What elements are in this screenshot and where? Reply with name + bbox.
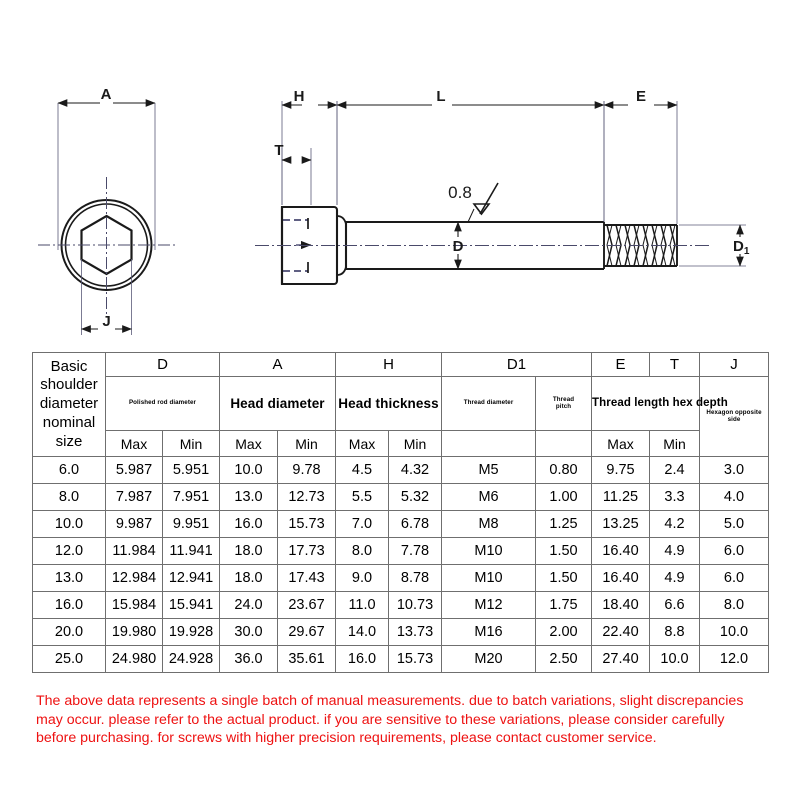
- table-cell: 12.941: [163, 565, 220, 592]
- table-cell: 8.78: [389, 565, 442, 592]
- table-cell: 7.78: [389, 538, 442, 565]
- dim-label-L: L: [436, 88, 446, 105]
- table-cell: 13.0: [220, 484, 278, 511]
- table-cell: 10.0: [220, 457, 278, 484]
- disclaimer-text: The above data represents a single batch of manual measurements. due to batch variations, slight discrepancies may occur. please refer to the actual product. if you are sensitive to these variations, please consider carefully before purchasing. for screws with higher precision requirements, please contact customer service.: [36, 693, 744, 747]
- table-cell: 36.0: [220, 646, 278, 673]
- header-basic-shoulder-diameter: [33, 353, 106, 457]
- table-cell: 13.73: [389, 619, 442, 646]
- table-cell: 19.928: [163, 619, 220, 646]
- specification-table-container: [32, 352, 768, 673]
- desc-hex-line-1: Hexagon opposite: [706, 408, 762, 416]
- table-cell: 7.987: [106, 484, 163, 511]
- table-cell: 4.9: [650, 565, 700, 592]
- table-cell: M16: [442, 619, 536, 646]
- table-cell: 4.9: [650, 538, 700, 565]
- table-cell: 5.0: [700, 511, 769, 538]
- table-cell: 23.67: [278, 592, 336, 619]
- subheader-h-min: Min: [389, 431, 442, 457]
- table-cell: 15.73: [389, 646, 442, 673]
- table-cell: 6.6: [650, 592, 700, 619]
- dim-label-A-top: A: [100, 86, 112, 103]
- table-cell: 16.40: [592, 565, 650, 592]
- table-cell: 10.73: [389, 592, 442, 619]
- table-row: [33, 511, 769, 538]
- dim-label-E: E: [635, 88, 647, 105]
- table-cell: 4.0: [700, 484, 769, 511]
- table-cell: 6.78: [389, 511, 442, 538]
- table-row: [33, 457, 769, 484]
- group-header-J: J: [700, 353, 769, 377]
- table-minmax-row: [33, 431, 769, 457]
- group-header-T: T: [650, 353, 700, 377]
- desc-hex-line-2: side: [727, 415, 741, 423]
- table-row: [33, 565, 769, 592]
- table-cell: 11.0: [336, 592, 389, 619]
- table-cell: 15.73: [278, 511, 336, 538]
- table-cell: 16.0: [33, 592, 106, 619]
- table-cell: 1.50: [536, 565, 592, 592]
- table-cell: 24.0: [220, 592, 278, 619]
- table-cell: 2.4: [650, 457, 700, 484]
- dim-label-D1: $D_1$: [733, 238, 750, 257]
- header-line-3: nominal size: [42, 413, 96, 450]
- table-cell: 1.75: [536, 592, 592, 619]
- table-cell: 29.67: [278, 619, 336, 646]
- subheader-h-max: Max: [336, 431, 389, 457]
- table-cell: 9.951: [163, 511, 220, 538]
- table-cell: 6.0: [700, 565, 769, 592]
- table-cell: 4.32: [389, 457, 442, 484]
- table-cell: 3.3: [650, 484, 700, 511]
- table-cell: 1.00: [536, 484, 592, 511]
- subheader-a-max: Max: [220, 431, 278, 457]
- table-cell: M10: [442, 565, 536, 592]
- dim-label-T: T: [274, 142, 284, 159]
- table-row: [33, 646, 769, 673]
- table-cell: 11.25: [592, 484, 650, 511]
- table-cell: 15.984: [106, 592, 163, 619]
- table-cell: 35.61: [278, 646, 336, 673]
- desc-thread-pitch-line-2: pitch: [555, 402, 572, 410]
- group-header-D: D: [106, 353, 220, 377]
- subheader-d-max: Max: [106, 431, 163, 457]
- table-cell: M12: [442, 592, 536, 619]
- table-cell: 16.0: [336, 646, 389, 673]
- table-cell: 25.0: [33, 646, 106, 673]
- table-cell: 24.928: [163, 646, 220, 673]
- table-cell: 12.984: [106, 565, 163, 592]
- subheader-thread-diameter-blank: [442, 431, 536, 457]
- desc-polished-rod-diameter: Polished rod diameter: [106, 377, 220, 431]
- table-cell: M8: [442, 511, 536, 538]
- table-cell: 5.951: [163, 457, 220, 484]
- surface-finish-icon: [474, 183, 498, 214]
- table-row: [33, 538, 769, 565]
- table-cell: M20: [442, 646, 536, 673]
- table-cell: 27.40: [592, 646, 650, 673]
- desc-thread-pitch-line-1: Thread: [552, 395, 575, 403]
- table-body: [33, 457, 769, 673]
- table-cell: 9.0: [336, 565, 389, 592]
- header-line-2: diameter: [39, 395, 99, 413]
- table-cell: 8.0: [336, 538, 389, 565]
- table-cell: 12.0: [33, 538, 106, 565]
- table-cell: 17.43: [278, 565, 336, 592]
- table-cell: 9.78: [278, 457, 336, 484]
- table-cell: 10.0: [650, 646, 700, 673]
- table-cell: 6.0: [700, 538, 769, 565]
- table-cell: 9.75: [592, 457, 650, 484]
- subheader-t-min: Min: [650, 431, 700, 457]
- group-header-D1: D1: [442, 353, 592, 377]
- table-cell: 17.73: [278, 538, 336, 565]
- table-cell: 2.00: [536, 619, 592, 646]
- table-cell: 11.941: [163, 538, 220, 565]
- table-cell: 4.5: [336, 457, 389, 484]
- table-cell: 18.0: [220, 538, 278, 565]
- desc-thread-length-hex-depth: Thread length hex depth: [592, 377, 700, 431]
- table-cell: M6: [442, 484, 536, 511]
- group-header-E: E: [592, 353, 650, 377]
- table-cell: 0.80: [536, 457, 592, 484]
- table-row: [33, 592, 769, 619]
- socket-head-top-view: [38, 86, 176, 335]
- table-cell: 11.984: [106, 538, 163, 565]
- table-cell: 7.951: [163, 484, 220, 511]
- table-cell: 13.0: [33, 565, 106, 592]
- subheader-thread-pitch-blank: [536, 431, 592, 457]
- dim-label-H: H: [293, 88, 305, 105]
- subheader-d-min: Min: [163, 431, 220, 457]
- table-group-header-row: [33, 353, 769, 377]
- table-cell: 18.40: [592, 592, 650, 619]
- table-cell: 14.0: [336, 619, 389, 646]
- table-description-row: [33, 377, 769, 431]
- dim-label-J: J: [102, 313, 111, 330]
- desc-hexagon-opposite-side: [700, 377, 769, 457]
- specification-table: [32, 352, 769, 673]
- table-cell: 4.2: [650, 511, 700, 538]
- surface-finish-value: 0.8: [448, 183, 472, 202]
- table-cell: 1.25: [536, 511, 592, 538]
- group-header-A: A: [220, 353, 336, 377]
- dim-label-D: D: [452, 238, 464, 255]
- table-cell: 3.0: [700, 457, 769, 484]
- table-cell: 12.73: [278, 484, 336, 511]
- table-row: [33, 484, 769, 511]
- table-cell: 8.8: [650, 619, 700, 646]
- desc-head-thickness: Head thickness: [336, 377, 442, 431]
- table-cell: 12.0: [700, 646, 769, 673]
- table-cell: 6.0: [33, 457, 106, 484]
- table-row: [33, 619, 769, 646]
- subheader-a-min: Min: [278, 431, 336, 457]
- header-line-1: Basic shoulder: [40, 357, 98, 394]
- shoulder-screw-side-view: [255, 88, 750, 284]
- table-cell: M10: [442, 538, 536, 565]
- table-cell: 8.0: [33, 484, 106, 511]
- table-cell: 10.0: [33, 511, 106, 538]
- table-cell: 30.0: [220, 619, 278, 646]
- table-cell: 18.0: [220, 565, 278, 592]
- desc-head-diameter: Head diameter: [220, 377, 336, 431]
- table-cell: 16.0: [220, 511, 278, 538]
- table-cell: 7.0: [336, 511, 389, 538]
- table-cell: 15.941: [163, 592, 220, 619]
- table-cell: 1.50: [536, 538, 592, 565]
- table-cell: 10.0: [700, 619, 769, 646]
- desc-thread-diameter: Thread diameter: [442, 377, 536, 431]
- table-cell: 16.40: [592, 538, 650, 565]
- technical-drawing: [0, 0, 800, 352]
- table-cell: 2.50: [536, 646, 592, 673]
- table-cell: 5.987: [106, 457, 163, 484]
- table-cell: 19.980: [106, 619, 163, 646]
- table-cell: 5.5: [336, 484, 389, 511]
- table-cell: 24.980: [106, 646, 163, 673]
- subheader-e-max: Max: [592, 431, 650, 457]
- table-cell: 20.0: [33, 619, 106, 646]
- table-cell: 13.25: [592, 511, 650, 538]
- table-cell: 5.32: [389, 484, 442, 511]
- desc-thread-pitch: [536, 377, 592, 431]
- table-cell: 22.40: [592, 619, 650, 646]
- table-cell: M5: [442, 457, 536, 484]
- table-cell: 8.0: [700, 592, 769, 619]
- table-cell: 9.987: [106, 511, 163, 538]
- group-header-H: H: [336, 353, 442, 377]
